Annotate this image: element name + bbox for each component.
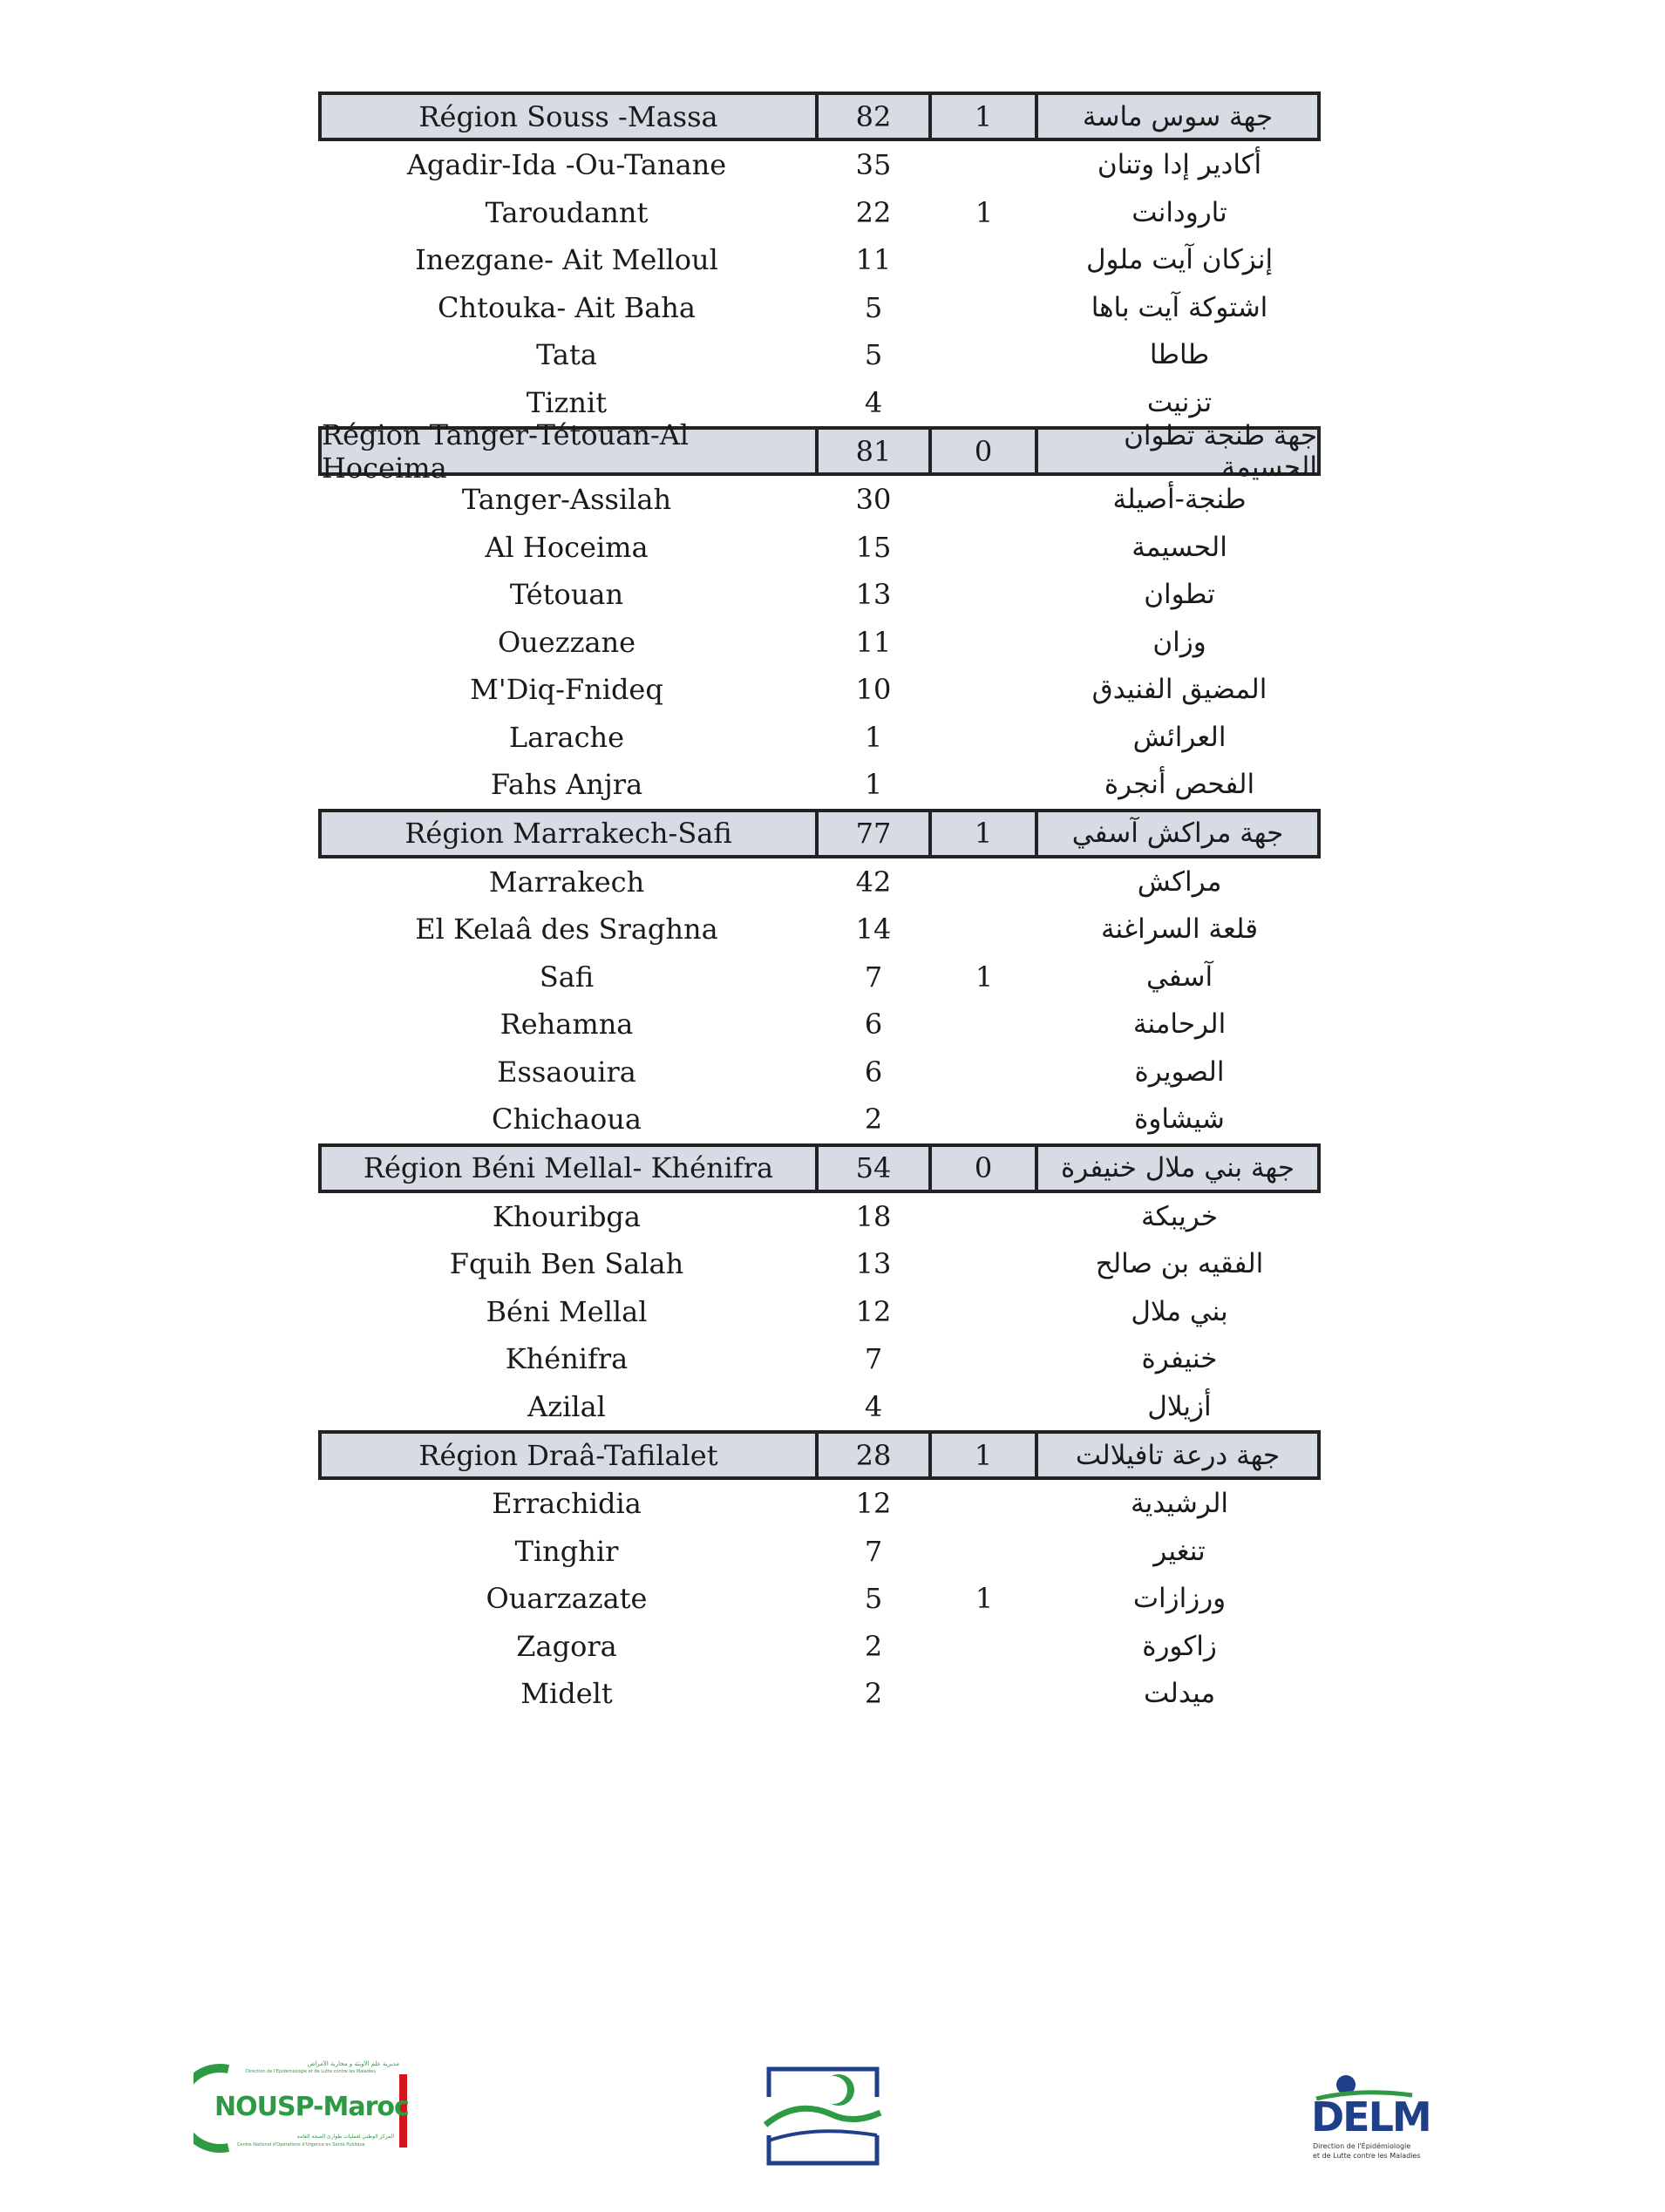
- province-row: [318, 666, 1321, 714]
- province-row: [318, 953, 1321, 1001]
- province-row: [318, 476, 1321, 524]
- province-row: [318, 189, 1321, 237]
- province-name-fr: Rehamna: [500, 1008, 634, 1042]
- province-deaths: [932, 1383, 1036, 1431]
- province-cases: 2: [864, 1677, 883, 1711]
- province-row: [318, 571, 1321, 619]
- province-deaths: [932, 1193, 1036, 1241]
- province-name-ar: الرشيدية: [1131, 1488, 1229, 1520]
- province-name-fr: Marrakech: [488, 865, 645, 899]
- region-name-ar: جهة بني ملال خنيفرة: [1035, 1143, 1321, 1193]
- province-name-fr: Chichaoua: [492, 1103, 642, 1137]
- nousp-ar-line2: المركز الوطني لعمليات طوارئ الصحة العامة: [296, 2134, 394, 2140]
- province-cases: 2: [864, 1629, 883, 1663]
- province-name-ar: ميدلت: [1143, 1678, 1216, 1710]
- province-cases: 13: [855, 1247, 892, 1281]
- province-name-fr: M'Diq-Fnideq: [470, 673, 663, 707]
- province-name-ar: تزنيت: [1146, 386, 1213, 418]
- province-row: [318, 906, 1321, 953]
- province-row: [318, 1528, 1321, 1576]
- region-row: [318, 1430, 1321, 1480]
- province-deaths: [932, 236, 1036, 284]
- province-name-fr: Fquih Ben Salah: [449, 1247, 684, 1281]
- province-row: [318, 141, 1321, 189]
- province-deaths: [932, 379, 1036, 427]
- province-cases: 1: [864, 768, 883, 802]
- province-cases: 1: [864, 720, 883, 754]
- province-name-fr: Tétouan: [509, 578, 624, 612]
- province-name-ar: آسفي: [1145, 960, 1213, 993]
- province-deaths: [932, 761, 1036, 809]
- province-name-fr: Chtouka- Ait Baha: [438, 290, 696, 324]
- province-deaths: [932, 666, 1036, 714]
- province-cases: 12: [855, 1487, 892, 1521]
- region-deaths: 0: [928, 426, 1038, 476]
- province-row: [318, 1240, 1321, 1288]
- province-cases: 7: [864, 960, 883, 994]
- delm-sub2: et de Lutte contre les Maladies: [1313, 2152, 1421, 2160]
- province-deaths: [932, 524, 1036, 572]
- province-deaths: [932, 1335, 1036, 1383]
- delm-logo: [1308, 2074, 1447, 2161]
- province-cases: 13: [855, 578, 892, 612]
- province-cases: 6: [864, 1008, 883, 1042]
- region-cases: 82: [815, 92, 932, 141]
- province-deaths: [932, 331, 1036, 379]
- province-name-fr: Agadir-Ida -Ou-Tanane: [406, 148, 727, 182]
- province-deaths: [932, 1670, 1036, 1718]
- province-row: [318, 1193, 1321, 1241]
- ministry-emblem: [762, 2064, 884, 2168]
- province-row: [318, 1383, 1321, 1431]
- province-row: [318, 1480, 1321, 1528]
- province-deaths: [932, 1001, 1036, 1048]
- province-name-ar: زاكورة: [1142, 1630, 1217, 1662]
- province-deaths: [932, 1528, 1036, 1576]
- province-name-ar: إنزكان آيت ملول: [1085, 244, 1274, 276]
- province-row: [318, 1048, 1321, 1096]
- province-name-fr: Errachidia: [492, 1487, 642, 1521]
- province-deaths: [932, 619, 1036, 667]
- region-name-ar: جهة طنجة تطوان الحسيمة: [1035, 426, 1321, 476]
- region-deaths: 1: [928, 1430, 1038, 1480]
- province-name-fr: Midelt: [520, 1677, 613, 1711]
- province-row: [318, 1623, 1321, 1671]
- province-name-ar: الفحص أنجرة: [1104, 769, 1255, 801]
- province-row: [318, 858, 1321, 906]
- delm-name: DELM: [1311, 2093, 1431, 2141]
- province-name-ar: الفقيه بن صالح: [1095, 1248, 1264, 1280]
- province-name-ar: تنغير: [1153, 1535, 1206, 1567]
- province-name-ar: وزان: [1152, 626, 1206, 658]
- region-name-ar: جهة درعة تافيلالت: [1035, 1430, 1321, 1480]
- province-name-fr: Safi: [539, 960, 595, 994]
- province-name-ar: أكادير إدا وتنان: [1097, 149, 1262, 181]
- province-name-fr: Ouarzazate: [486, 1582, 648, 1616]
- province-row: [318, 1575, 1321, 1623]
- region-name-ar: جهة سوس ماسة: [1035, 92, 1321, 141]
- province-cases: 42: [855, 865, 892, 899]
- province-cases: 11: [855, 625, 892, 659]
- province-deaths: [932, 1480, 1036, 1528]
- province-deaths: [932, 1240, 1036, 1288]
- province-deaths: [932, 1288, 1036, 1336]
- province-row: [318, 524, 1321, 572]
- province-deaths: [932, 476, 1036, 524]
- province-deaths: [932, 1623, 1036, 1671]
- province-name-ar: المضيق الفنيدق: [1091, 674, 1267, 706]
- province-name-ar: الصويرة: [1134, 1055, 1225, 1088]
- province-row: [318, 284, 1321, 332]
- province-cases: 6: [864, 1055, 883, 1089]
- region-cases: 54: [815, 1143, 932, 1193]
- province-name-ar: خريبكة: [1141, 1200, 1218, 1232]
- province-row: [318, 1096, 1321, 1143]
- delm-sub1: Direction de l'Épidémiologie: [1313, 2142, 1411, 2150]
- province-row: [318, 1670, 1321, 1718]
- province-name-ar: خنيفرة: [1141, 1343, 1218, 1375]
- region-cases: 77: [815, 809, 932, 858]
- province-name-ar: تطوان: [1144, 579, 1215, 611]
- province-name-ar: اشتوكة آيت باها: [1091, 291, 1268, 323]
- province-name-fr: Tanger-Assilah: [461, 483, 672, 517]
- province-name-ar: الرحامنة: [1132, 1008, 1227, 1041]
- province-cases: 11: [855, 243, 892, 277]
- province-deaths: 1: [975, 1582, 994, 1616]
- province-name-fr: Béni Mellal: [486, 1294, 648, 1328]
- province-name-fr: Larache: [508, 720, 625, 754]
- nousp-logo: [194, 2057, 416, 2160]
- province-name-fr: Tinghir: [514, 1534, 619, 1568]
- province-name-fr: Khouribga: [493, 1199, 641, 1233]
- province-cases: 4: [864, 385, 883, 419]
- province-cases: 10: [855, 673, 892, 707]
- province-name-ar: العرائش: [1132, 721, 1227, 753]
- province-cases: 22: [855, 195, 892, 229]
- province-name-fr: Khénifra: [505, 1342, 629, 1376]
- nousp-fr-line: Direction de l'Épidémiologie et de Lutte contre les Maladies: [246, 2069, 376, 2074]
- province-cases: 4: [864, 1389, 883, 1423]
- province-deaths: [932, 714, 1036, 762]
- province-cases: 35: [855, 148, 892, 182]
- province-name-fr: Al Hoceima: [485, 530, 649, 564]
- province-name-fr: Ouezzane: [497, 625, 636, 659]
- province-deaths: [932, 1048, 1036, 1096]
- region-name-fr: Région Tanger-Tétouan-Al Hoceima: [318, 426, 819, 476]
- province-cases: 12: [855, 1294, 892, 1328]
- province-cases: 18: [855, 1199, 892, 1233]
- region-deaths: 0: [928, 1143, 1038, 1193]
- region-cases: 28: [815, 1430, 932, 1480]
- regional-table: [318, 92, 1321, 1718]
- province-name-fr: Taroudannt: [485, 195, 649, 229]
- province-name-fr: El Kelaâ des Sraghna: [415, 913, 718, 947]
- province-name-ar: شيشاوة: [1134, 1103, 1225, 1136]
- province-row: [318, 331, 1321, 379]
- province-deaths: [932, 858, 1036, 906]
- region-name-fr: Région Marrakech-Safi: [318, 809, 819, 858]
- province-deaths: [932, 141, 1036, 189]
- nousp-fr-line2: Centre National d'Opérations d'Urgence en Santé Publique: [237, 2142, 365, 2148]
- region-row: [318, 809, 1321, 858]
- nousp-ar-line: مديرية علم الأوبئة و محاربة الأمراض: [307, 2060, 399, 2067]
- region-deaths: 1: [928, 92, 1038, 141]
- province-name-fr: Zagora: [516, 1629, 617, 1663]
- region-row: [318, 92, 1321, 141]
- region-row: [318, 417, 1321, 485]
- province-name-ar: طاطا: [1149, 339, 1210, 371]
- province-row: [318, 236, 1321, 284]
- province-row: [318, 761, 1321, 809]
- region-name-ar: جهة مراكش آسفي: [1035, 809, 1321, 858]
- province-name-fr: Essaouira: [497, 1055, 636, 1089]
- province-deaths: [932, 571, 1036, 619]
- region-name-fr: Région Souss -Massa: [318, 92, 819, 141]
- province-name-fr: Tiznit: [526, 385, 608, 419]
- province-deaths: 1: [975, 195, 994, 229]
- province-deaths: [932, 284, 1036, 332]
- region-name-fr: Région Béni Mellal- Khénifra: [318, 1143, 819, 1193]
- province-row: [318, 1001, 1321, 1048]
- province-cases: 5: [864, 1582, 883, 1616]
- province-cases: 15: [855, 530, 892, 564]
- province-cases: 30: [855, 483, 892, 517]
- province-cases: 5: [864, 290, 883, 324]
- province-deaths: 1: [975, 960, 994, 994]
- nousp-name: NOUSP-Maroc: [214, 2092, 409, 2122]
- province-cases: 2: [864, 1103, 883, 1137]
- province-cases: 7: [864, 1342, 883, 1376]
- province-cases: 14: [855, 913, 892, 947]
- province-name-fr: Fahs Anjra: [490, 768, 643, 802]
- province-cases: 5: [864, 338, 883, 372]
- province-row: [318, 1335, 1321, 1383]
- province-cases: 7: [864, 1534, 883, 1568]
- province-name-ar: قلعة السراغنة: [1100, 913, 1259, 946]
- province-name-ar: بني ملال: [1131, 1295, 1228, 1327]
- province-name-ar: الحسيمة: [1132, 531, 1227, 563]
- province-name-ar: طنجة-أصيلة: [1112, 484, 1247, 516]
- province-name-fr: Azilal: [527, 1389, 606, 1423]
- province-name-ar: مراكش: [1137, 865, 1222, 898]
- region-row: [318, 1143, 1321, 1193]
- province-deaths: [932, 906, 1036, 953]
- province-name-fr: Inezgane- Ait Melloul: [415, 243, 718, 277]
- province-row: [318, 619, 1321, 667]
- province-name-ar: تارودانت: [1132, 196, 1227, 228]
- region-name-fr: Région Draâ-Tafilalet: [318, 1430, 819, 1480]
- region-cases: 81: [815, 426, 932, 476]
- province-name-fr: Tata: [536, 338, 597, 372]
- province-name-ar: ورزازات: [1132, 1583, 1227, 1615]
- province-row: [318, 1288, 1321, 1336]
- province-deaths: [932, 1096, 1036, 1143]
- province-row: [318, 714, 1321, 762]
- ministry-emblem-graphic: [762, 2064, 884, 2168]
- region-deaths: 1: [928, 809, 1038, 858]
- province-name-ar: أزيلال: [1147, 1390, 1212, 1422]
